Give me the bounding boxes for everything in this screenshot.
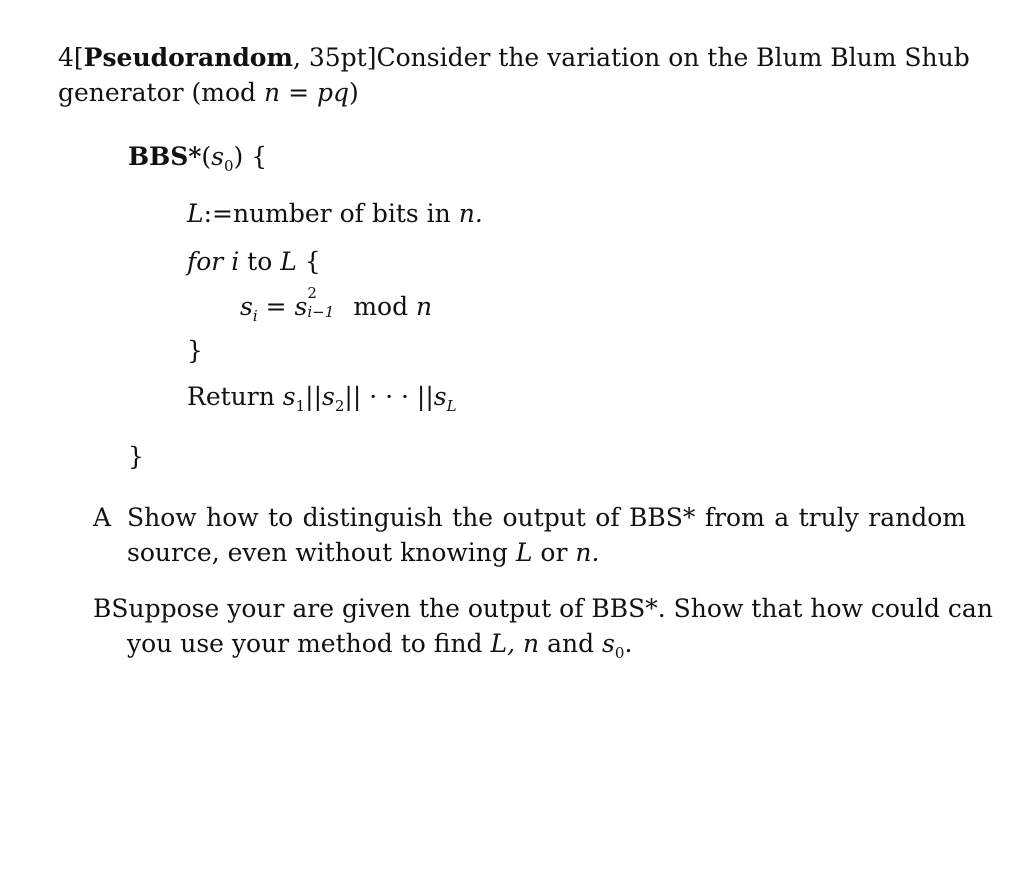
function-open-brace: { [251,142,268,171]
assign-var: L [187,199,204,228]
part-a [93,505,966,530]
part-a-line-2: source, even without knowing [127,538,508,567]
part-b-end: . [624,629,633,658]
function-close-brace: } [128,442,144,471]
for-line [187,249,321,274]
part-b-label: B [93,594,112,623]
problem-points: 35pt [308,43,367,72]
part-b-line-2-wrap [127,631,632,661]
for-var: i [231,247,240,276]
recurrence-line [240,283,433,325]
return-s2: s [322,382,335,411]
part-a-var-L: L [515,538,533,567]
recur-rhs-sup: 2 [307,283,317,302]
recur-rhs: s [294,292,308,321]
problem-number: 4 [58,43,74,72]
recur-rhs-sub: i−1 [307,302,335,321]
part-b-var-L: L, [490,629,516,658]
for-open-brace: { [304,247,321,276]
part-a-line-2-wrap [127,540,599,565]
function-param-sub: 0 [224,157,234,175]
problem-header [58,43,970,72]
for-close-brace: } [187,336,203,365]
return-sL: s [433,382,447,411]
problem-intro-math: n = pq [264,78,349,107]
part-a-var-n: n. [575,538,600,567]
function-param: s [211,142,224,171]
part-a-line-1: Show how to distinguish the output of BBS* from a truly random [127,503,966,532]
problem-topic: Pseudorandom [83,43,293,72]
for-keyword: for [187,247,224,276]
part-a-label: A [93,503,112,532]
part-b-and: and [547,629,595,658]
part-b-var-n: n [523,629,540,658]
recur-lhs-sub: i [252,307,258,325]
assign-var2: n. [458,199,483,228]
part-b-line-2: you use your method to find [127,629,483,658]
return-s1: s [282,382,296,411]
return-keyword: Return [187,382,275,411]
assign-line [187,201,483,226]
problem-intro-2-line: generator (mod n = pq) [58,78,359,107]
part-b-var-s-sub: 0 [614,644,625,662]
recur-lhs: s [240,292,253,321]
return-line: Return $s_1||s_2||$ · · · $||s_L$ [187,382,457,415]
assign-text: :=number of bits in [203,199,451,228]
for-limit: L [280,247,297,276]
problem-intro-1: Consider the variation on the Blum Blum Shub [376,43,970,72]
problem-intro-2: generator (mod [58,78,257,107]
recur-mod: mod [353,292,409,321]
part-a-or: or [540,538,568,567]
recur-rhs-scripts [307,283,345,321]
function-header: $BBS*(s_0)$ { [128,142,268,175]
function-name: BBS* [128,142,202,171]
recur-equals: = [265,292,287,321]
for-to: to [247,247,273,276]
part-b-var-s: s [602,629,615,658]
part-b [93,594,993,623]
problem-words: 4[Pseudorandom, 35pt] [58,43,377,72]
recur-mod-var: n [416,292,433,321]
part-b-line-1: Suppose your are given the output of BBS*. Show that how could can [111,594,993,623]
